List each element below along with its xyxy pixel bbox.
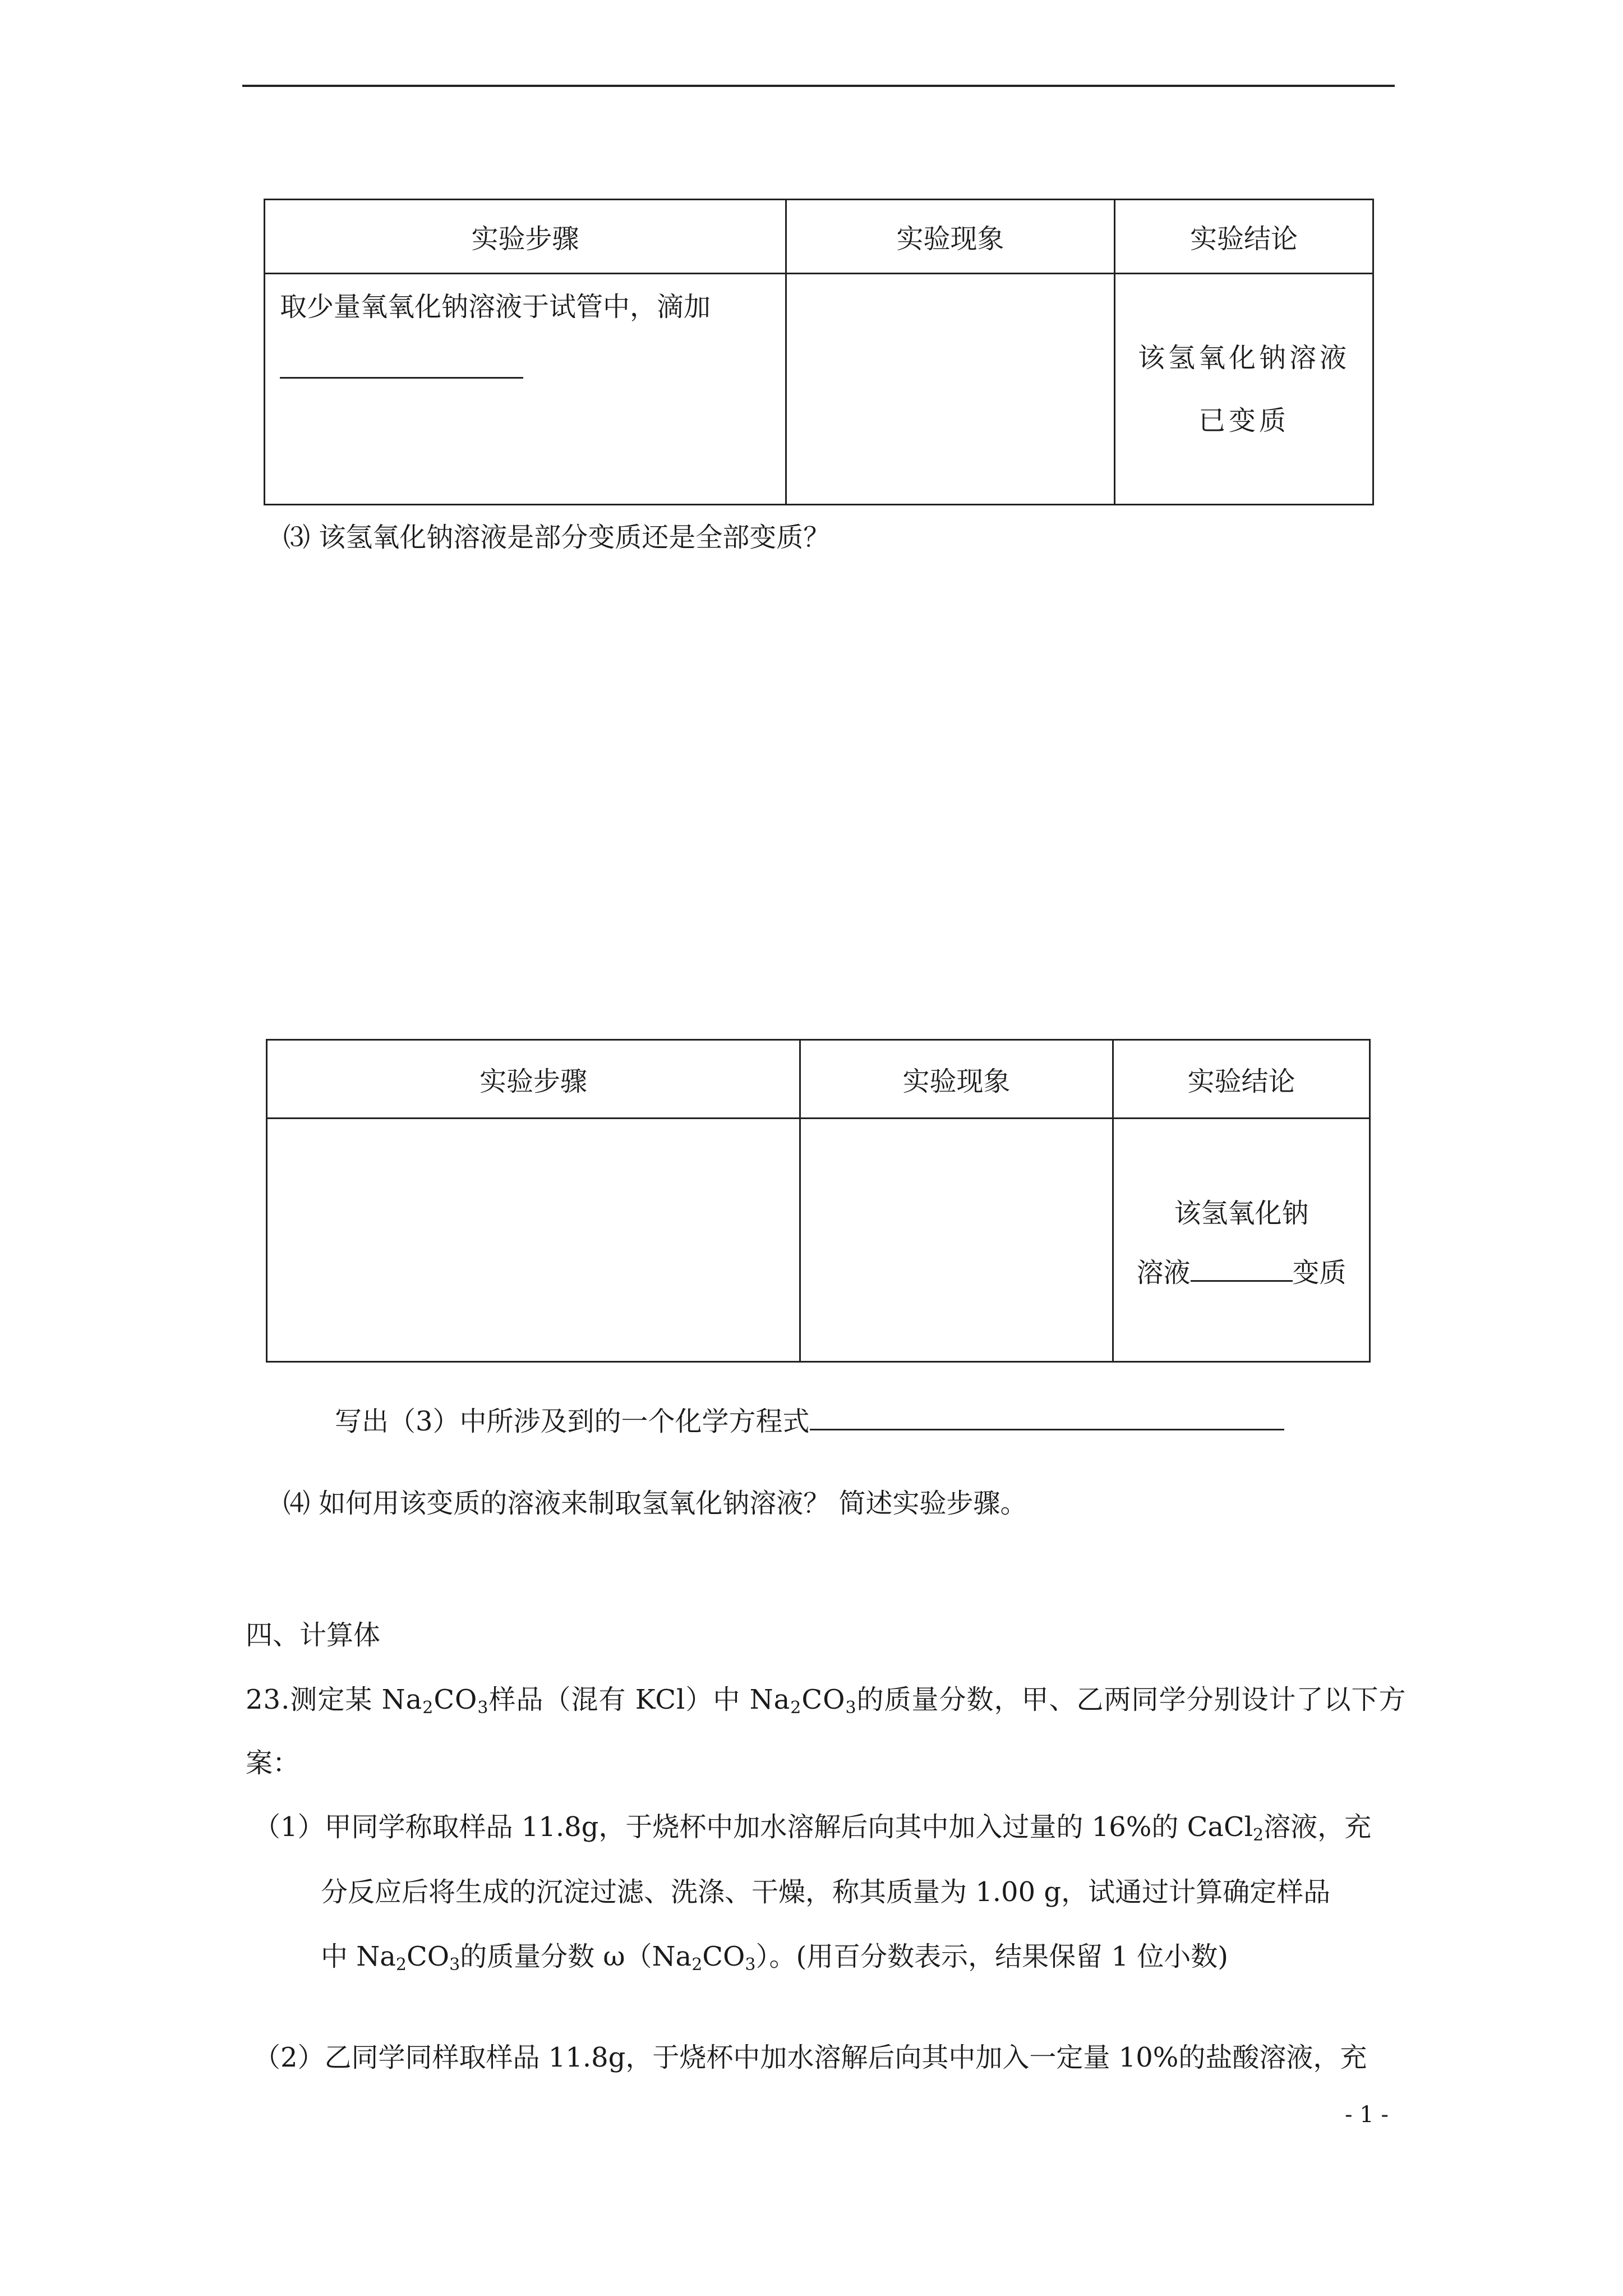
table2-header-step: 实验步骤	[267, 1040, 800, 1119]
experiment-table-1	[264, 199, 1374, 505]
q23-part1-line1: （1）甲同学称取样品 11.8g，于烧杯中加水溶解后向其中加入过量的 16%的 CaCl$_2$溶液，充	[253, 1811, 1372, 1845]
header-rule	[242, 85, 1395, 87]
table1-step-cell	[265, 274, 786, 505]
table1-header-step: 实验步骤	[265, 200, 786, 274]
question-3: ⑶ 该氢氧化钠溶液是部分变质还是全部变质？	[283, 522, 831, 553]
table2-phenomenon-cell[interactable]	[800, 1119, 1113, 1362]
table1-phenomenon-cell	[786, 274, 1115, 505]
table1-conclusion-line2: 已变质	[1198, 404, 1289, 436]
table2-step-cell[interactable]	[267, 1119, 800, 1362]
page-number: - 1 -	[1345, 2102, 1389, 2128]
equation-blank[interactable]	[810, 1427, 1284, 1430]
q23-intro-line2: 案：	[246, 1747, 300, 1779]
table2-conclusion-blank[interactable]	[1191, 1278, 1293, 1282]
table1-header-conclusion: 实验结论	[1115, 200, 1373, 274]
q23-intro-line1: 23.测定某 $Na_2CO_3$样品（混有 KCl）中 $Na_2CO_3$的质量分数，甲、乙两同学分别设计了以下方	[246, 1684, 1407, 1718]
table2-conclusion-cell	[1113, 1119, 1370, 1362]
table2-header-conclusion: 实验结论	[1113, 1040, 1370, 1119]
section-title: 四、计算体	[246, 1619, 381, 1651]
table1-header-phenomenon: 实验现象	[786, 200, 1115, 274]
table1-conclusion-cell	[1115, 274, 1373, 505]
table1-step-text: 取少量氧氧化钠溶液于试管中，滴加	[280, 291, 711, 323]
q23-part1-line2: 分反应后将生成的沉淀过滤、洗涤、干燥，称其质量为 1.00 g，试通过计算确定样品	[321, 1876, 1331, 1908]
table1-step-blank[interactable]	[280, 375, 523, 379]
table2-conclusion-line1: 该氢氧化钠	[1174, 1197, 1309, 1229]
table2-header-phenomenon: 实验现象	[800, 1040, 1113, 1119]
table1-conclusion-line1: 该氢氧化钠溶液	[1137, 342, 1350, 374]
experiment-table-2	[266, 1039, 1371, 1363]
q23-part1-line3: 中 $Na_2CO_3$的质量分数 $\omega(Na_2CO_3)$。(用百分数表示，结果保留 1 位小数)	[321, 1941, 1228, 1975]
table2-conclusion-line2: 溶液 变质	[1136, 1257, 1347, 1289]
equation-prompt: 写出（3）中所涉及到的一个化学方程式	[335, 1405, 1284, 1438]
question-4: ⑷ 如何用该变质的溶液来制取氢氧化钠溶液？ 简述实验步骤。	[283, 1488, 1027, 1519]
q23-part2-line1: （2）乙同学同样取样品 11.8g，于烧杯中加水溶解后向其中加入一定量 10%的盐酸溶液，充	[253, 2042, 1367, 2073]
